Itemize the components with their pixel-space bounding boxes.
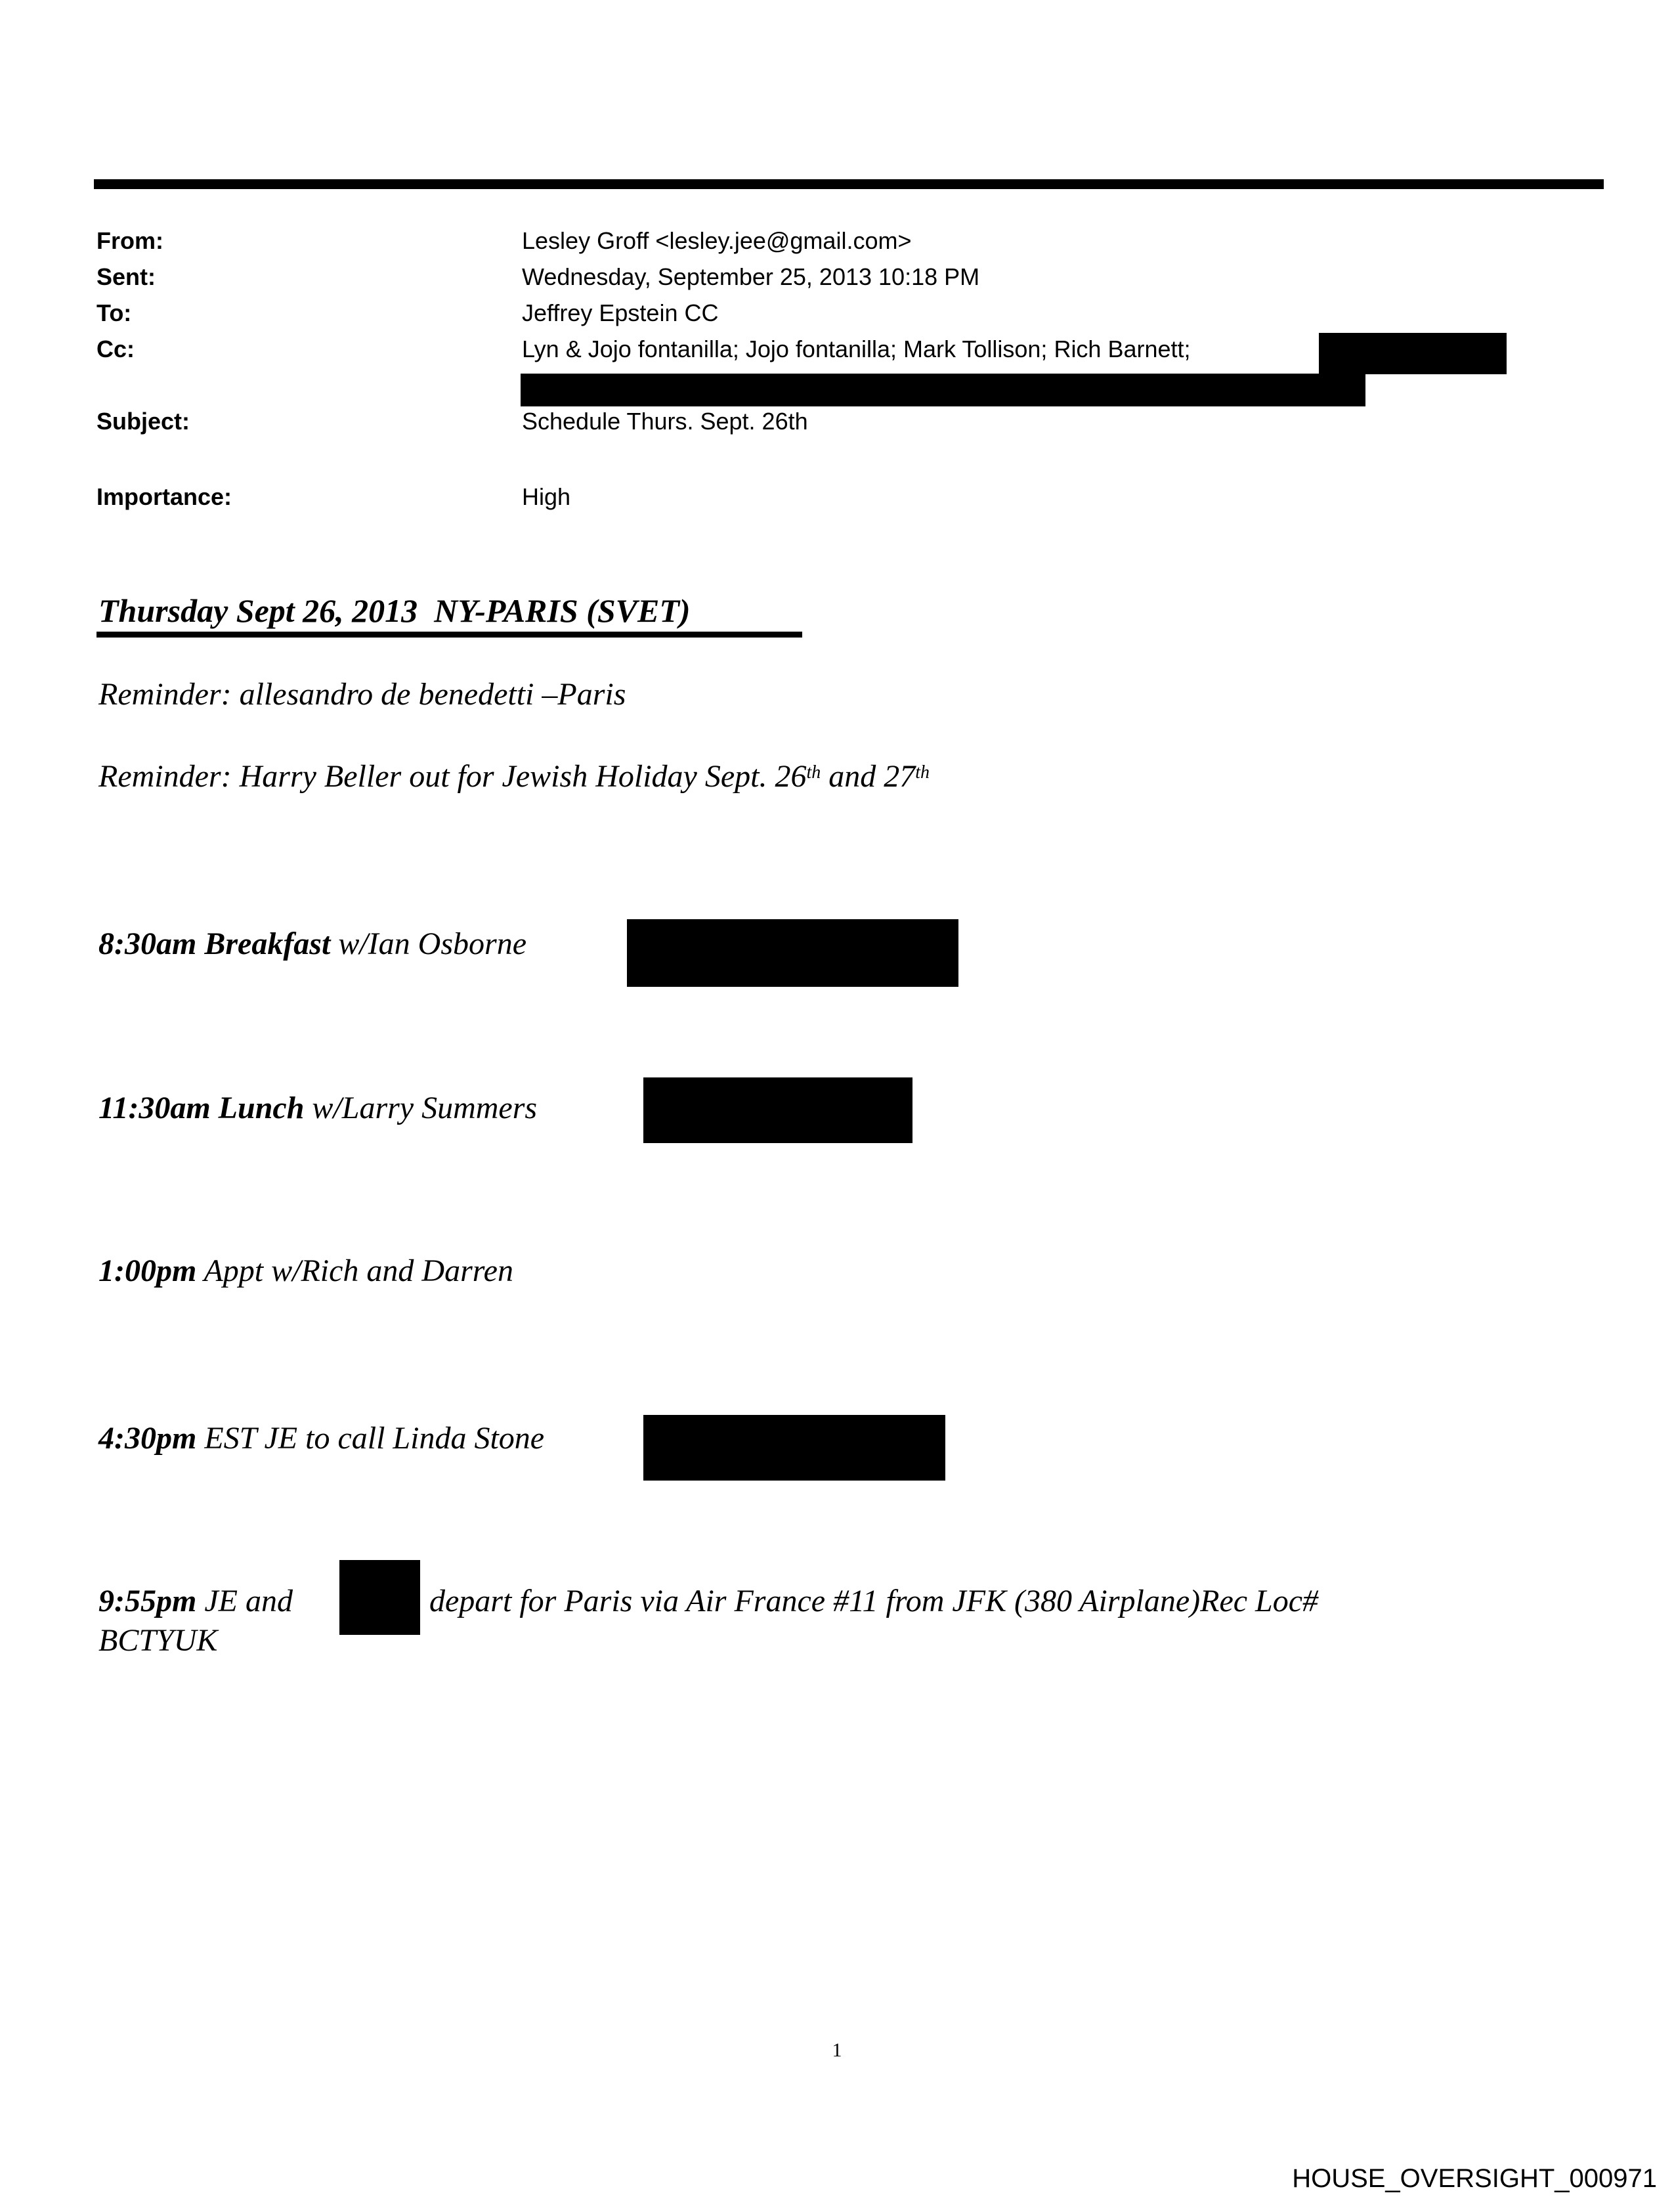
item-time: 8:30am Breakfast [98,926,331,961]
item-time: 11:30am Lunch [98,1091,305,1125]
schedule-heading-underline [97,632,802,638]
page-number: 1 [832,2039,842,2061]
from-value: Lesley Groff <lesley.jee@gmail.com> [522,227,912,254]
from-label: From: [97,227,163,254]
item-text: w/Larry Summers [304,1091,546,1125]
item-text: EST JE to call Linda Stone [196,1421,545,1456]
header-top-rule [94,179,1604,189]
redaction-block [627,919,958,987]
schedule-item-breakfast [98,927,534,962]
schedule-item-lunch [98,1091,545,1126]
to-value: Jeffrey Epstein CC [522,299,719,326]
schedule-item-appt [98,1254,513,1289]
reminder-text: and 27 [821,759,916,794]
redaction-block [339,1560,420,1635]
redaction-block [1319,333,1507,374]
ordinal-superscript: th [915,762,930,783]
redaction-block [643,1077,912,1143]
schedule-item-depart [98,1584,293,1619]
schedule-item-depart-wrap: BCTYUK [98,1623,218,1658]
item-time: 1:00pm [98,1253,197,1288]
item-text: JE and [196,1584,293,1618]
schedule-item-depart-continued: depart for Paris via Air France #11 from JFK (380 Airplane)Rec Loc# [429,1584,1319,1618]
redaction-block [643,1415,945,1481]
cc-label: Cc: [97,336,135,362]
schedule-heading: Thursday Sept 26, 2013 NY-PARIS (SVET) [98,592,691,629]
item-text: w/Ian Osborne [330,926,534,961]
sent-value: Wednesday, September 25, 2013 10:18 PM [522,263,980,290]
importance-value: High [522,483,571,510]
item-text: Appt w/Rich and Darren [196,1253,513,1288]
redaction-block [521,374,1365,406]
importance-label: Importance: [97,483,232,510]
schedule-item-call [98,1421,544,1456]
ordinal-superscript: th [806,762,821,783]
reminder-text: Reminder: Harry Beller out for Jewish Holiday Sept. 26 [98,759,807,794]
to-label: To: [97,299,132,326]
subject-label: Subject: [97,408,190,435]
cc-value: Lyn & Jojo fontanilla; Jojo fontanilla; Mark Tollison; Rich Barnett; [522,336,1191,362]
reminder-line: Reminder: allesandro de benedetti –Paris [98,677,626,712]
subject-value: Schedule Thurs. Sept. 26th [522,408,808,435]
item-time: 4:30pm [98,1421,197,1456]
item-time: 9:55pm [98,1584,197,1618]
reminder-line [98,760,930,794]
sent-label: Sent: [97,263,156,290]
bates-stamp: HOUSE_OVERSIGHT_000971 [1292,2164,1657,2193]
